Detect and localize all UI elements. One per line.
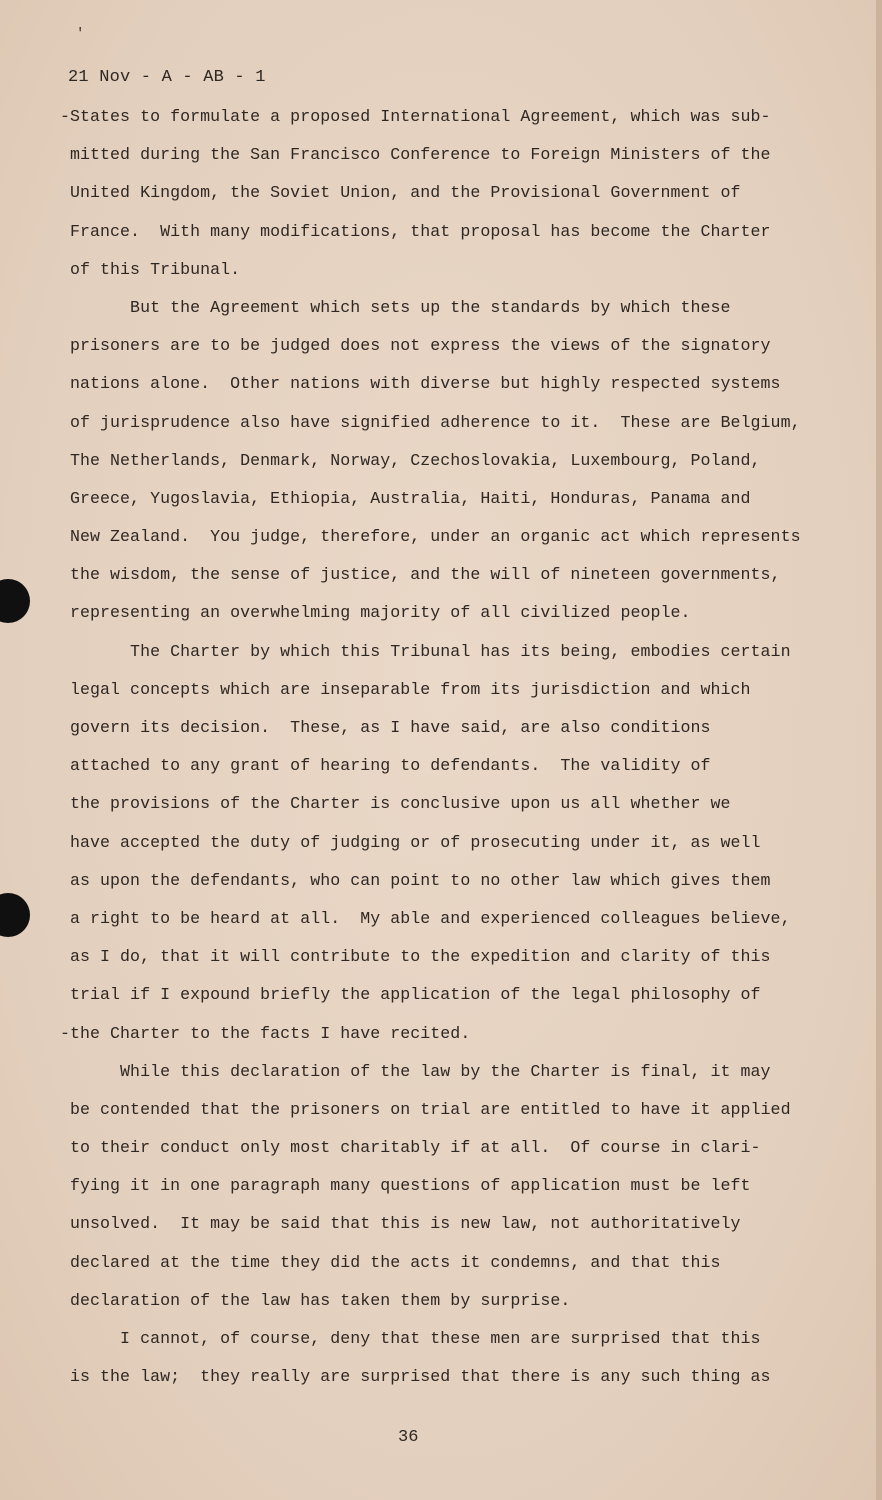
text-line: But the Agreement which sets up the standards by which these [60, 297, 731, 317]
punch-hole-lower [0, 893, 30, 937]
page-header: 21 Nov - A - AB - 1 [68, 68, 266, 87]
text-line: attached to any grant of hearing to defendants. The validity of [60, 756, 711, 776]
text-line: representing an overwhelming majority of all civilized people. [60, 603, 691, 623]
page-number: 36 [398, 1428, 419, 1447]
text-line: declared at the time they did the acts it condemns, and that this [60, 1252, 721, 1272]
text-line: France. With many modifications, that proposal has become the Charter [60, 221, 771, 241]
text-line: United Kingdom, the Soviet Union, and the Provisional Government of [60, 183, 741, 203]
text-line: to their conduct only most charitably if at all. Of course in clari- [60, 1138, 761, 1158]
body-text [60, 98, 820, 1396]
text-line: nations alone. Other nations with diverse but highly respected systems [60, 374, 781, 394]
text-line: -States to formulate a proposed International Agreement, which was sub- [60, 107, 771, 126]
text-line: The Charter by which this Tribunal has its being, embodies certain [60, 641, 791, 661]
text-line: trial if I expound briefly the application of the legal philosophy of [60, 985, 761, 1005]
text-line: legal concepts which are inseparable from its jurisdiction and which [60, 679, 751, 699]
text-line: have accepted the duty of judging or of prosecuting under it, as well [60, 832, 761, 852]
text-line: as I do, that it will contribute to the expedition and clarity of this [60, 947, 771, 967]
text-line: The Netherlands, Denmark, Norway, Czechoslovakia, Luxembourg, Poland, [60, 450, 761, 470]
text-line: -the Charter to the facts I have recited. [60, 1023, 471, 1043]
text-line: I cannot, of course, deny that these men are surprised that this [60, 1329, 761, 1348]
text-line: be contended that the prisoners on trial are entitled to have it applied [60, 1099, 791, 1119]
text-line: New Zealand. You judge, therefore, under an organic act which represents [60, 527, 801, 547]
text-line: of this Tribunal. [60, 259, 241, 279]
text-line: prisoners are to be judged does not express the views of the signatory [60, 336, 771, 356]
text-line: the provisions of the Charter is conclusive upon us all whether we [60, 794, 731, 814]
text-line: unsolved. It may be said that this is new law, not authoritatively [60, 1214, 741, 1234]
text-line: govern its decision. These, as I have said, are also conditions [60, 718, 711, 737]
text-line: of jurisprudence also have signified adherence to it. These are Belgium, [60, 412, 801, 432]
text-line: is the law; they really are surprised that there is any such thing as [60, 1367, 771, 1387]
text-line: Greece, Yugoslavia, Ethiopia, Australia, Haiti, Honduras, Panama and [60, 488, 751, 508]
text-line: a right to be heard at all. My able and experienced colleagues believe, [60, 908, 791, 928]
text-line: fying it in one paragraph many questions of application must be left [60, 1176, 751, 1196]
text-line: mitted during the San Francisco Conference to Foreign Ministers of the [60, 145, 771, 165]
text-line: While this declaration of the law by the Charter is final, it may [60, 1061, 771, 1081]
tick-mark: ' [76, 26, 85, 42]
punch-hole-upper [0, 579, 30, 623]
text-line: declaration of the law has taken them by surprise. [60, 1290, 571, 1310]
text-line: as upon the defendants, who can point to no other law which gives them [60, 870, 771, 890]
text-line: the wisdom, the sense of justice, and the will of nineteen governments, [60, 565, 781, 585]
